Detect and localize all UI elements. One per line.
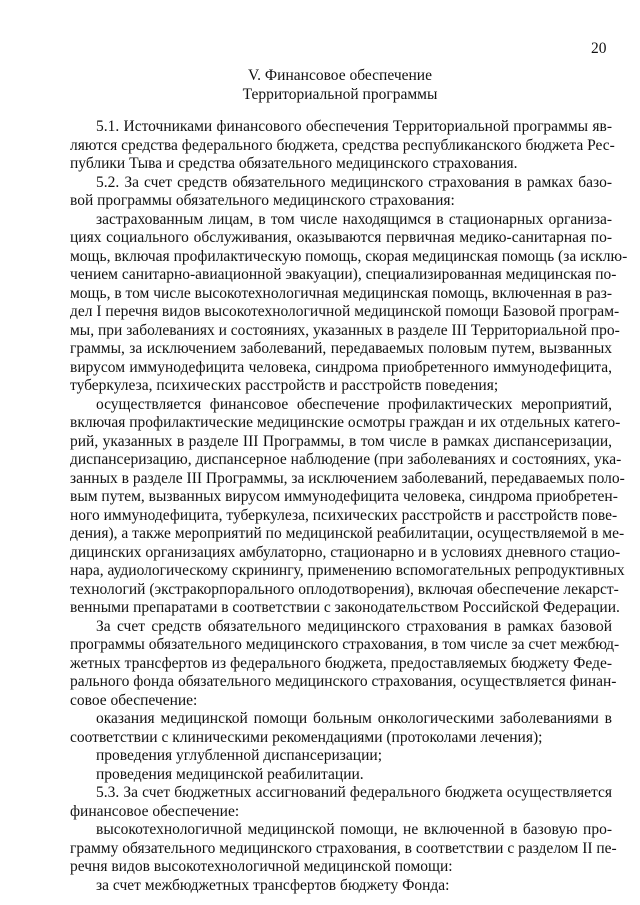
body-text	[70, 118, 628, 895]
page-number: 20	[591, 40, 607, 57]
text-line: программы обязательного медицинского страхования, в том числе за счет межбюд-	[70, 636, 620, 653]
text-line: нара, аудиологическому скринингу, применению вспомогательных репродуктивных	[70, 562, 625, 579]
section-heading-line-1: V. Финансовое обеспечение	[247, 67, 432, 84]
text-line: рий, указанных в разделе III Программы, в том числе в рамках диспансеризации,	[70, 432, 612, 450]
text-line: вирусом иммунодефицита человека, синдрома приобретенного иммунодефицита,	[70, 358, 612, 376]
text-line: проведения медицинской реабилитации.	[96, 765, 364, 783]
text-line: циях социального обслуживания, оказываются первичная медико-санитарная по-	[70, 229, 612, 246]
text-line: соответствии с клиническими рекомендациями (протоколами лечения);	[70, 728, 543, 746]
text-line: осуществляется финансовое обеспечение профилактических мероприятий,	[96, 395, 612, 413]
text-line: За счет средств обязательного медицинского страхования в рамках базовой	[96, 617, 612, 635]
text-line: грамму обязательного медицинского страхования, в соответствии с разделом II пе-	[70, 839, 617, 857]
text-line: проведения углубленной диспансеризации;	[96, 747, 383, 764]
text-line: за счет межбюджетных трансфертов бюджету Фонда:	[96, 876, 450, 894]
text-line: венными препаратами в соответствии с законодательством Российской Федерации.	[70, 599, 620, 616]
text-line: вым путем, вызванных вирусом иммунодефицита человека, синдрома приобретен-	[70, 488, 618, 505]
text-line: 5.2. За счет средств обязательного медицинского страхования в рамках базо-	[96, 173, 612, 191]
section-heading-line-2: Территориальной программы	[242, 86, 438, 103]
text-line: застрахованным лицам, в том числе находящимся в стационарных организа-	[96, 210, 612, 228]
text-line: финансовое обеспечение:	[70, 802, 240, 820]
text-line: 5.1. Источниками финансового обеспечения Территориальной программы яв-	[96, 118, 612, 135]
text-line: совое обеспечение:	[70, 691, 198, 709]
text-line: оказания медицинской помощи больным онкологическими заболеваниями в	[96, 710, 612, 727]
text-line: мы, при заболеваниях и состояниях, указанных в разделе III Территориальной про-	[70, 321, 620, 339]
text-line: занных в разделе III Программы, за исключением заболеваний, передаваемых поло-	[70, 469, 625, 487]
text-line: высокотехнологичной медицинской помощи, не включенной в базовую про-	[96, 821, 612, 838]
text-line: публики Тыва и средства обязательного медицинского страхования.	[70, 155, 518, 172]
text-line: граммы, за исключением заболеваний, передаваемых половым путем, вызванных	[70, 340, 612, 357]
text-line: чением санитарно-авиационной эвакуации), специализированная медицинская по-	[70, 266, 617, 283]
text-line: туберкулеза, психических расстройств и расстройств поведения;	[70, 377, 499, 394]
text-line: ляются средства федерального бюджета, средства республиканского бюджета Рес-	[70, 136, 615, 154]
text-line: дения), а также мероприятий по медицинской реабилитации, осуществляемой в ме-	[70, 525, 625, 542]
text-line: технологий (экстракорпорального оплодотворения), включая обеспечение лекарст-	[70, 580, 619, 598]
text-line: жетных трансфертов из федерального бюджета, предоставляемых бюджету Феде-	[70, 654, 612, 672]
text-line: дицинских организациях амбулаторно, стационарно и в условиях дневного стацио-	[70, 543, 621, 561]
text-line: мощь, в том числе высокотехнологичная медицинская помощь, включенная в раз-	[70, 284, 612, 302]
text-line: речня видов высокотехнологичной медицинской помощи:	[70, 858, 453, 875]
text-line: вой программы обязательного медицинского страхования:	[70, 192, 455, 209]
text-line: рального фонда обязательного медицинского страхования, осуществляется финан-	[70, 673, 617, 690]
text-line: включая профилактические медицинские осмотры граждан и их отдельных катего-	[70, 414, 621, 431]
text-line: 5.3. За счет бюджетных ассигнований федерального бюджета осуществляется	[96, 784, 612, 801]
text-line: ного иммунодефицита, туберкулеза, психических расстройств и расстройств пове-	[70, 506, 618, 524]
text-line: диспансеризацию, диспансерное наблюдение (при заболеваниях и состояниях, ука-	[70, 451, 622, 468]
section-heading	[70, 66, 610, 104]
text-line: дел I перечня видов высокотехнологичной медицинской помощи Базовой програм-	[70, 303, 620, 320]
text-line: мощь, включая профилактическую помощь, скорая медицинская помощь (за исклю-	[70, 247, 628, 265]
